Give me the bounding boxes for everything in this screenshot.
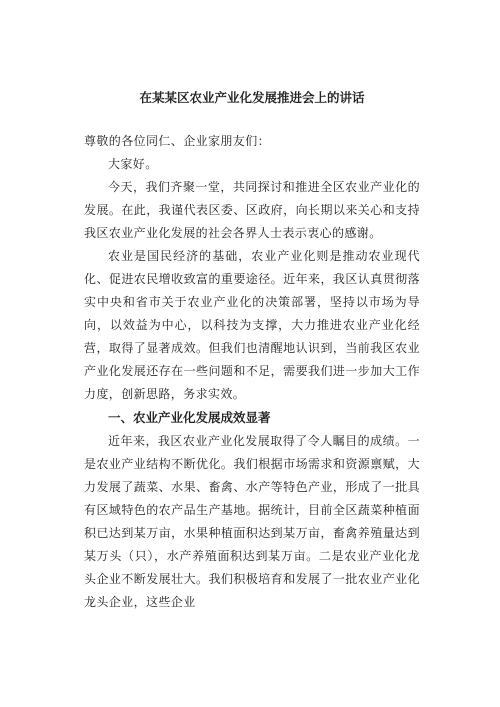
paragraph-background: 农业是国民经济的基础，农业产业化则是推动农业现代化、促进农民增收致富的重要途径。近年来，我区认真贯彻落实中央和省市关于农业产业化的决策部署，坚持以市场为导向，以效益为中心，以科技为支撑，大力推进农业产业化经营，取得了显著成效。但我们也清醒地认识到，当前我区农业产业化发展还存在一些问题和不足，需要我们进一步加大工作力度，创新思路，务求实效。 (84, 249, 420, 401)
salutation: 尊敬的各位同仁、企业家朋友们： (84, 134, 271, 148)
section-heading: 一、农业产业化发展成效显著 (108, 410, 271, 425)
greeting: 大家好。 (108, 157, 158, 171)
section-paragraph: 近年来，我区农业产业化发展取得了令人瞩目的成绩。一是农业产业结构不断优化。我们根据市场需求和资源禀赋，大力发展了蔬菜、水果、畜禽、水产等特色产业，形成了一批具有区域特色的农产品生产基地。据统计，目前全区蔬菜种植面积已达到某万亩，水果种植面积达到某万亩，畜禽养殖量达到某万头（只），水产养殖面积达到某万亩。二是农业产业化龙头企业不断发展壮大。我们积极培育和发展了一批农业产业化龙头企业，这些企业 (84, 434, 420, 609)
document-title: 在某某区农业产业化发展推进会上的讲话 (139, 90, 365, 105)
paragraph-opening: 今天，我们齐聚一堂，共同探讨和推进全区农业产业化的发展。在此，我谨代表区委、区政府，向长期以来关心和支持我区农业产业化发展的社会各界人士表示衷心的感谢。 (84, 180, 420, 240)
